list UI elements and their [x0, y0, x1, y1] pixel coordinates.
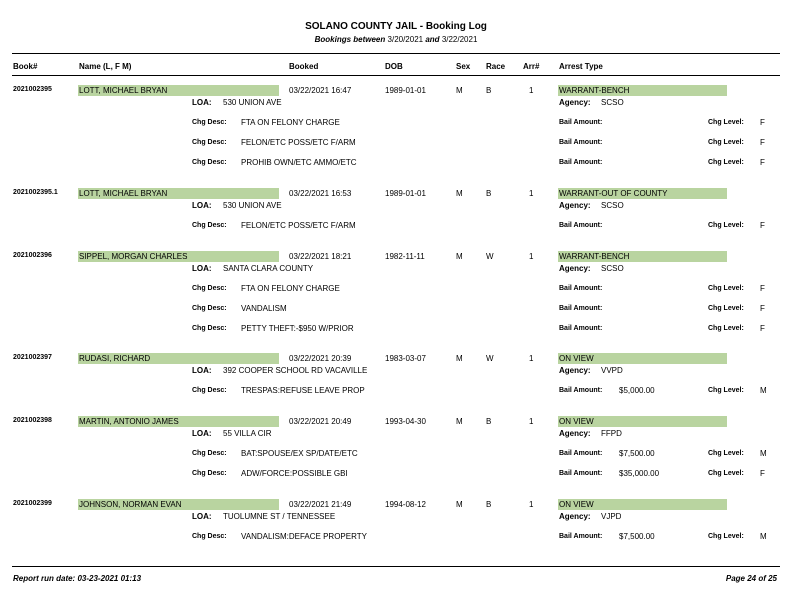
- loa-label: LOA:: [192, 429, 212, 438]
- bail-amount-label: Bail Amount:: [559, 325, 603, 332]
- loa-label: LOA:: [192, 98, 212, 107]
- charge-level: F: [760, 221, 765, 230]
- arrest-type: ON VIEW: [558, 416, 727, 427]
- charge-description: PETTY THEFT:-$950 W/PRIOR: [241, 324, 354, 333]
- chg-level-label: Chg Level:: [708, 470, 744, 477]
- charge-description: FELON/ETC POSS/ETC F/ARM: [241, 138, 356, 147]
- col-header-arr: Arr#: [523, 62, 540, 71]
- chg-level-label: Chg Level:: [708, 159, 744, 166]
- bail-amount-label: Bail Amount:: [559, 387, 603, 394]
- dob: 1982-11-11: [385, 252, 425, 261]
- chg-desc-label: Chg Desc:: [192, 119, 227, 126]
- book-number: 2021002398: [13, 417, 52, 424]
- date-to: 3/22/2021: [441, 35, 478, 44]
- agency-label: Agency:: [559, 201, 591, 210]
- booked-datetime: 03/22/2021 16:53: [289, 189, 352, 198]
- header-bottom-rule: [12, 75, 780, 76]
- race: B: [486, 189, 492, 198]
- loa-value: 530 UNION AVE: [223, 98, 282, 107]
- chg-level-label: Chg Level:: [708, 222, 744, 229]
- book-number: 2021002395.1: [13, 189, 58, 196]
- col-header-arrest-type: Arrest Type: [559, 62, 603, 71]
- loa-value: TUOLUMNE ST / TENNESSEE: [223, 512, 336, 521]
- bail-amount-label: Bail Amount:: [559, 139, 603, 146]
- charge-level: F: [760, 158, 765, 167]
- charge-level: F: [760, 324, 765, 333]
- col-header-name: Name (L, F M): [79, 62, 132, 71]
- chg-desc-label: Chg Desc:: [192, 159, 227, 166]
- charge-level: F: [760, 284, 765, 293]
- dob: 1994-08-12: [385, 500, 426, 509]
- book-number: 2021002395: [13, 86, 52, 93]
- bail-amount-label: Bail Amount:: [559, 119, 603, 126]
- chg-level-label: Chg Level:: [708, 533, 744, 540]
- chg-level-label: Chg Level:: [708, 139, 744, 146]
- arrest-type: WARRANT-BENCH: [558, 251, 727, 262]
- booked-datetime: 03/22/2021 20:39: [289, 354, 352, 363]
- date-from: 3/20/2021: [387, 35, 424, 44]
- chg-level-label: Chg Level:: [708, 450, 744, 457]
- charge-level: F: [760, 138, 765, 147]
- inmate-name: SIPPEL, MORGAN CHARLES: [78, 251, 279, 262]
- arrest-type: WARRANT-BENCH: [558, 85, 727, 96]
- arrest-type: ON VIEW: [558, 353, 727, 364]
- arrest-number: 1: [529, 86, 534, 95]
- bail-amount-label: Bail Amount:: [559, 470, 603, 477]
- charge-description: VANDALISM: [241, 304, 287, 313]
- chg-level-label: Chg Level:: [708, 325, 744, 332]
- charge-description: BAT:SPOUSE/EX SP/DATE/ETC: [241, 449, 358, 458]
- sex: M: [456, 252, 463, 261]
- chg-desc-label: Chg Desc:: [192, 450, 227, 457]
- chg-desc-label: Chg Desc:: [192, 387, 227, 394]
- col-header-race: Race: [486, 62, 506, 71]
- header-top-rule: [12, 53, 780, 54]
- charge-description: FTA ON FELONY CHARGE: [241, 118, 340, 127]
- dob: 1989-01-01: [385, 86, 426, 95]
- book-number: 2021002399: [13, 500, 52, 507]
- arrest-number: 1: [529, 189, 534, 198]
- race: B: [486, 417, 492, 426]
- subtitle-and: and: [425, 35, 440, 44]
- charge-description: ADW/FORCE:POSSIBLE GBI: [241, 469, 348, 478]
- chg-desc-label: Chg Desc:: [192, 305, 227, 312]
- charge-level: M: [760, 449, 767, 458]
- chg-level-label: Chg Level:: [708, 119, 744, 126]
- agency-label: Agency:: [559, 264, 591, 273]
- inmate-name: LOTT, MICHAEL BRYAN: [78, 188, 279, 199]
- report-title: SOLANO COUNTY JAIL - Booking Log: [305, 21, 487, 32]
- chg-level-label: Chg Level:: [708, 305, 744, 312]
- charge-level: M: [760, 386, 767, 395]
- chg-desc-label: Chg Desc:: [192, 139, 227, 146]
- charge-description: FTA ON FELONY CHARGE: [241, 284, 340, 293]
- chg-level-label: Chg Level:: [708, 285, 744, 292]
- booked-datetime: 03/22/2021 21:49: [289, 500, 352, 509]
- bail-amount: $7,500.00: [619, 532, 655, 541]
- inmate-name: JOHNSON, NORMAN EVAN: [78, 499, 279, 510]
- charge-level: M: [760, 532, 767, 541]
- inmate-name: LOTT, MICHAEL BRYAN: [78, 85, 279, 96]
- report-subtitle: [0, 35, 792, 44]
- race: B: [486, 86, 492, 95]
- chg-desc-label: Chg Desc:: [192, 285, 227, 292]
- arrest-number: 1: [529, 252, 534, 261]
- agency-value: FFPD: [601, 429, 622, 438]
- sex: M: [456, 500, 463, 509]
- dob: 1983-03-07: [385, 354, 426, 363]
- charge-description: TRESPAS:REFUSE LEAVE PROP: [241, 386, 365, 395]
- report-run-date: Report run date: 03-23-2021 01:13: [13, 574, 142, 583]
- agency-label: Agency:: [559, 512, 591, 521]
- footer-rule: [12, 566, 780, 567]
- book-number: 2021002397: [13, 354, 52, 361]
- bail-amount: $5,000.00: [619, 386, 655, 395]
- charge-description: PROHIB OWN/ETC AMMO/ETC: [241, 158, 357, 167]
- bail-amount-label: Bail Amount:: [559, 533, 603, 540]
- bail-amount-label: Bail Amount:: [559, 159, 603, 166]
- page-number: Page 24 of 25: [725, 574, 777, 583]
- arrest-type: ON VIEW: [558, 499, 727, 510]
- arrest-type: WARRANT-OUT OF COUNTY: [558, 188, 727, 199]
- charge-level: F: [760, 304, 765, 313]
- subtitle-prefix: Bookings between: [314, 35, 386, 44]
- agency-label: Agency:: [559, 429, 591, 438]
- col-header-book: Book#: [13, 62, 38, 71]
- chg-desc-label: Chg Desc:: [192, 533, 227, 540]
- arrest-number: 1: [529, 417, 534, 426]
- loa-value: 530 UNION AVE: [223, 201, 282, 210]
- inmate-name: RUDASI, RICHARD: [78, 353, 279, 364]
- bail-amount-label: Bail Amount:: [559, 450, 603, 457]
- col-header-sex: Sex: [456, 62, 471, 71]
- charge-description: FELON/ETC POSS/ETC F/ARM: [241, 221, 356, 230]
- agency-value: SCSO: [601, 201, 624, 210]
- agency-label: Agency:: [559, 366, 591, 375]
- agency-value: SCSO: [601, 98, 624, 107]
- agency-value: SCSO: [601, 264, 624, 273]
- chg-desc-label: Chg Desc:: [192, 222, 227, 229]
- arrest-number: 1: [529, 500, 534, 509]
- sex: M: [456, 86, 463, 95]
- loa-label: LOA:: [192, 512, 212, 521]
- dob: 1989-01-01: [385, 189, 426, 198]
- col-header-dob: DOB: [385, 62, 403, 71]
- booked-datetime: 03/22/2021 18:21: [289, 252, 352, 261]
- booked-datetime: 03/22/2021 20:49: [289, 417, 352, 426]
- sex: M: [456, 189, 463, 198]
- booked-datetime: 03/22/2021 16:47: [289, 86, 352, 95]
- loa-value: SANTA CLARA COUNTY: [223, 264, 314, 273]
- loa-label: LOA:: [192, 201, 212, 210]
- col-header-booked: Booked: [289, 62, 319, 71]
- charge-description: VANDALISM:DEFACE PROPERTY: [241, 532, 367, 541]
- loa-label: LOA:: [192, 264, 212, 273]
- agency-label: Agency:: [559, 98, 591, 107]
- chg-level-label: Chg Level:: [708, 387, 744, 394]
- chg-desc-label: Chg Desc:: [192, 325, 227, 332]
- agency-value: VVPD: [601, 366, 623, 375]
- chg-desc-label: Chg Desc:: [192, 470, 227, 477]
- bail-amount-label: Bail Amount:: [559, 222, 603, 229]
- arrest-number: 1: [529, 354, 534, 363]
- loa-label: LOA:: [192, 366, 212, 375]
- bail-amount: $7,500.00: [619, 449, 655, 458]
- bail-amount: $35,000.00: [619, 469, 660, 478]
- dob: 1993-04-30: [385, 417, 426, 426]
- sex: M: [456, 417, 463, 426]
- race: B: [486, 500, 492, 509]
- bail-amount-label: Bail Amount:: [559, 285, 603, 292]
- book-number: 2021002396: [13, 252, 52, 259]
- inmate-name: MARTIN, ANTONIO JAMES: [78, 416, 279, 427]
- race: W: [486, 354, 494, 363]
- bail-amount-label: Bail Amount:: [559, 305, 603, 312]
- agency-value: VJPD: [601, 512, 622, 521]
- sex: M: [456, 354, 463, 363]
- race: W: [486, 252, 494, 261]
- charge-level: F: [760, 469, 765, 478]
- loa-value: 55 VILLA CIR: [223, 429, 272, 438]
- charge-level: F: [760, 118, 765, 127]
- loa-value: 392 COOPER SCHOOL RD VACAVILLE: [223, 366, 368, 375]
